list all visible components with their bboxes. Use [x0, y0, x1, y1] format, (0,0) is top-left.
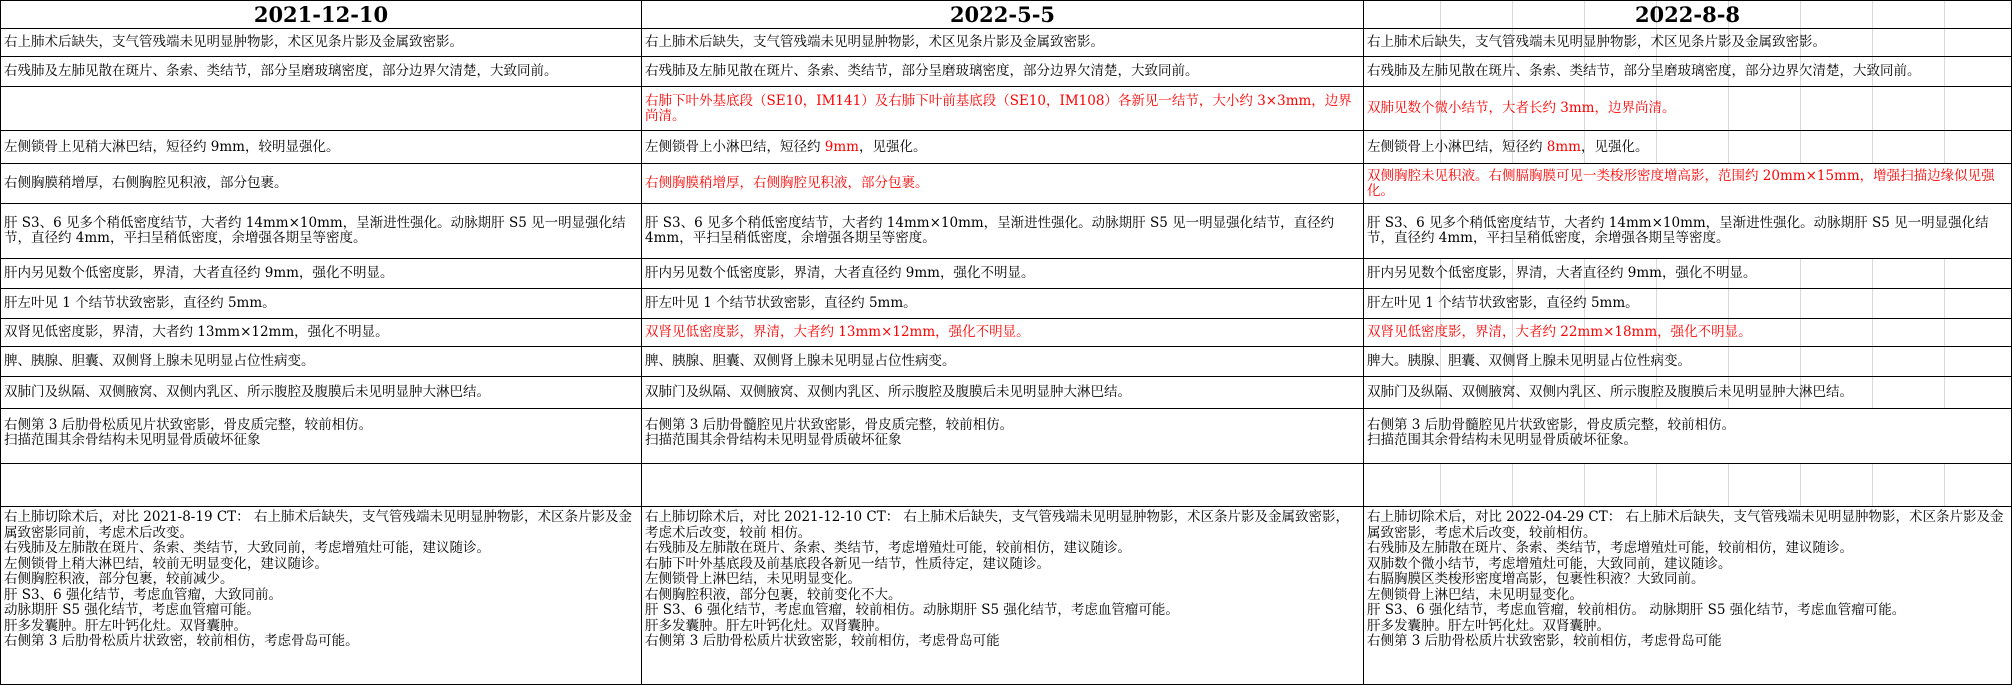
table-cell-empty[interactable]: [1364, 464, 2012, 507]
table-cell[interactable]: 右上肺术后缺失，支气管残端未见明显肿物影，术区见条片影及金属致密影。: [1364, 29, 2012, 57]
table-row: [0, 164, 2012, 204]
cell-text-changed: 9mm: [824, 138, 859, 155]
table-cell[interactable]: 双肾见低密度影，界清，大者约 22mm×18mm，强化不明显。: [1364, 319, 2012, 347]
header-date-3[interactable]: 2022-8-8: [1364, 0, 2012, 29]
table-cell[interactable]: [642, 131, 1364, 164]
table-row: [0, 464, 2012, 507]
table-cell[interactable]: 肝左叶见 1 个结节状致密影，直径约 5mm。: [1364, 289, 2012, 319]
summary-cell[interactable]: 右上肺切除术后，对比 2021-8-19 CT： 右上肺术后缺失，支气管残端未见明显肿物影，术区条片影及金属致密影同前，考虑术后改变。 右残肺及左肺散在斑片、条索、类结节，大致同前，考虑增殖灶可能，建议随诊。 左侧锁骨上稍大淋巴结，较前无明显变化，建议随诊。 右侧胸腔积液，部分包裹，较前减少。 肝 S3、6 强化结节，考虑血管瘤，大致同前。 动脉期肝 S5 强化结节，考虑血管瘤可能。 肝多发囊肿。肝左叶钙化灶。双肾囊肿。 右侧第 3 后肋骨松质片状致密，较前相仿，考虑骨岛可能。: [0, 507, 642, 685]
table-cell[interactable]: 右侧第 3 后肋骨松质见片状致密影，骨皮质完整，较前相仿。 扫描范围其余骨结构未见明显骨质破坏征象: [0, 409, 642, 464]
table-cell[interactable]: 右肺下叶外基底段（SE10，IM141）及右肺下叶前基底段（SE10，IM108）各新见一结节，大小约 3×3mm，边界尚清。: [642, 87, 1364, 131]
table-cell[interactable]: 脾、胰腺、胆囊、双侧肾上腺未见明显占位性病变。: [642, 347, 1364, 377]
table-row: [0, 87, 2012, 131]
table-cell[interactable]: 双肺见数个微小结节，大者长约 3mm，边界尚清。: [1364, 87, 2012, 131]
table-row-summary: [0, 507, 2012, 685]
table-cell[interactable]: 肝 S3、6 见多个稍低密度结节，大者约 14mm×10mm，呈渐进性强化。动脉期肝 S5 见一明显强化结节，直径约 4mm，平扫呈稍低密度，余增强各期呈等密度。: [1364, 204, 2012, 259]
table-cell[interactable]: [1364, 131, 2012, 164]
table-cell[interactable]: 右侧第 3 后肋骨髓腔见片状致密影，骨皮质完整，较前相仿。 扫描范围其余骨结构未见明显骨质破坏征象: [642, 409, 1364, 464]
table-cell[interactable]: 肝内另见数个低密度影，界清，大者直径约 9mm，强化不明显。: [642, 259, 1364, 289]
table-row: [0, 319, 2012, 347]
table-cell[interactable]: 肝内另见数个低密度影，界清，大者直径约 9mm，强化不明显。: [1364, 259, 2012, 289]
table-cell[interactable]: 双侧胸腔未见积液。右侧膈胸膜可见一类梭形密度增高影，范围约 20mm×15mm，增强扫描边缘似见强化。: [1364, 164, 2012, 204]
cell-text: ，见强化。: [859, 138, 927, 155]
table-cell[interactable]: 右侧胸膜稍增厚，右侧胸腔见积液，部分包裹。: [642, 164, 1364, 204]
table-cell-empty[interactable]: [0, 464, 642, 507]
cell-text: 左侧锁骨上小淋巴结，短径约: [645, 138, 825, 155]
header-date-2[interactable]: 2022-5-5: [642, 0, 1364, 29]
table-cell[interactable]: 双肺门及纵隔、双侧腋窝、双侧内乳区、所示腹腔及腹膜后未见明显肿大淋巴结。: [1364, 377, 2012, 409]
table-cell[interactable]: 肝 S3、6 见多个稍低密度结节，大者约 14mm×10mm，呈渐进性强化。动脉期肝 S5 见一明显强化结节，直径约 4mm，平扫呈稍低密度，余增强各期呈等密度。: [0, 204, 642, 259]
table-cell[interactable]: 肝左叶见 1 个结节状致密影，直径约 5mm。: [0, 289, 642, 319]
cell-text: 左侧锁骨上小淋巴结，短径约: [1367, 138, 1547, 155]
cell-text: ，见强化。: [1581, 138, 1649, 155]
table-row: [0, 409, 2012, 464]
table-cell[interactable]: 双肾见低密度影，界清，大者约 13mm×12mm，强化不明显。: [0, 319, 642, 347]
table-row: [0, 347, 2012, 377]
table-cell[interactable]: 肝内另见数个低密度影，界清，大者直径约 9mm，强化不明显。: [0, 259, 642, 289]
table-cell[interactable]: 脾大。胰腺、胆囊、双侧肾上腺未见明显占位性病变。: [1364, 347, 2012, 377]
table-cell[interactable]: 双肺门及纵隔、双侧腋窝、双侧内乳区、所示腹腔及腹膜后未见明显肿大淋巴结。: [0, 377, 642, 409]
cell-text-changed: 8mm: [1546, 138, 1581, 155]
table-cell[interactable]: 右上肺术后缺失，支气管残端未见明显肿物影，术区见条片影及金属致密影。: [0, 29, 642, 57]
table-cell[interactable]: 脾、胰腺、胆囊、双侧肾上腺未见明显占位性病变。: [0, 347, 642, 377]
header-row: [0, 0, 2012, 29]
table-row: [0, 289, 2012, 319]
summary-cell[interactable]: 右上肺切除术后，对比 2022-04-29 CT： 右上肺术后缺失，支气管残端未见明显肿物影，术区条片影及金属致密影，考虑术后改变，较前相仿。 右残肺及左肺散在斑片、条索、类结节，考虑增殖灶可能，较前相仿，建议随诊。 双肺数个微小结节，考虑增殖灶可能，大致同前，建议随诊。 右膈胸膜区类梭形密度增高影，包裹性积液？大致同前。 左侧锁骨上淋巴结，未见明显变化。 肝 S3、6 强化结节，考虑血管瘤，较前相仿。 动脉期肝 S5 强化结节，考虑血管瘤可能。 肝多发囊肿。肝左叶钙化灶。双肾囊肿。 右侧第 3 后肋骨松质片状致密影，较前相仿，考虑骨岛可能: [1364, 507, 2012, 685]
table-cell[interactable]: 左侧锁骨上见稍大淋巴结，短径约 9mm，较明显强化。: [0, 131, 642, 164]
table-cell[interactable]: 右侧第 3 后肋骨髓腔见片状致密影，骨皮质完整，较前相仿。 扫描范围其余骨结构未见明显骨质破坏征象。: [1364, 409, 2012, 464]
table-row: [0, 29, 2012, 57]
table-cell[interactable]: 右残肺及左肺见散在斑片、条索、类结节，部分呈磨玻璃密度，部分边界欠清楚，大致同前。: [1364, 57, 2012, 87]
table-cell[interactable]: 双肺门及纵隔、双侧腋窝、双侧内乳区、所示腹腔及腹膜后未见明显肿大淋巴结。: [642, 377, 1364, 409]
table-row: [0, 131, 2012, 164]
table-cell-empty[interactable]: [642, 464, 1364, 507]
table-cell[interactable]: 右残肺及左肺见散在斑片、条索、类结节，部分呈磨玻璃密度，部分边界欠清楚，大致同前。: [642, 57, 1364, 87]
header-date-1[interactable]: 2021-12-10: [0, 0, 642, 29]
table-cell[interactable]: 双肾见低密度影，界清，大者约 13mm×12mm，强化不明显。: [642, 319, 1364, 347]
table-cell[interactable]: 肝 S3、6 见多个稍低密度结节，大者约 14mm×10mm，呈渐进性强化。动脉期肝 S5 见一明显强化结节，直径约 4mm，平扫呈稍低密度，余增强各期呈等密度。: [642, 204, 1364, 259]
table-cell[interactable]: 肝左叶见 1 个结节状致密影，直径约 5mm。: [642, 289, 1364, 319]
table-row: [0, 377, 2012, 409]
table-cell[interactable]: 右侧胸膜稍增厚，右侧胸腔见积液，部分包裹。: [0, 164, 642, 204]
table-row: [0, 57, 2012, 87]
table-row: [0, 204, 2012, 259]
table-cell[interactable]: [0, 87, 642, 131]
table-cell[interactable]: 右残肺及左肺见散在斑片、条索、类结节，部分呈磨玻璃密度，部分边界欠清楚，大致同前。: [0, 57, 642, 87]
summary-cell[interactable]: 右上肺切除术后，对比 2021-12-10 CT： 右上肺术后缺失，支气管残端未见明显肿物影，术区条片影及金属致密影，考虑术后改变，较前 相仿。 右残肺及左肺散在斑片、条索、类结节，考虑增殖灶可能，较前相仿，建议随诊。 右肺下叶外基底段及前基底段各新见一结节，性质待定，建议随诊。 左侧锁骨上淋巴结，未见明显变化。 右侧胸腔积液，部分包裹，较前变化不大。 肝 S3、6 强化结节，考虑血管瘤，较前相仿。动脉期肝 S5 强化结节，考虑血管瘤可能。 肝多发囊肿。肝左叶钙化灶。双肾囊肿。 右侧第 3 后肋骨松质片状致密影，较前相仿，考虑骨岛可能: [642, 507, 1364, 685]
table-row: [0, 259, 2012, 289]
table-cell[interactable]: 右上肺术后缺失，支气管残端未见明显肿物影，术区见条片影及金属致密影。: [642, 29, 1364, 57]
